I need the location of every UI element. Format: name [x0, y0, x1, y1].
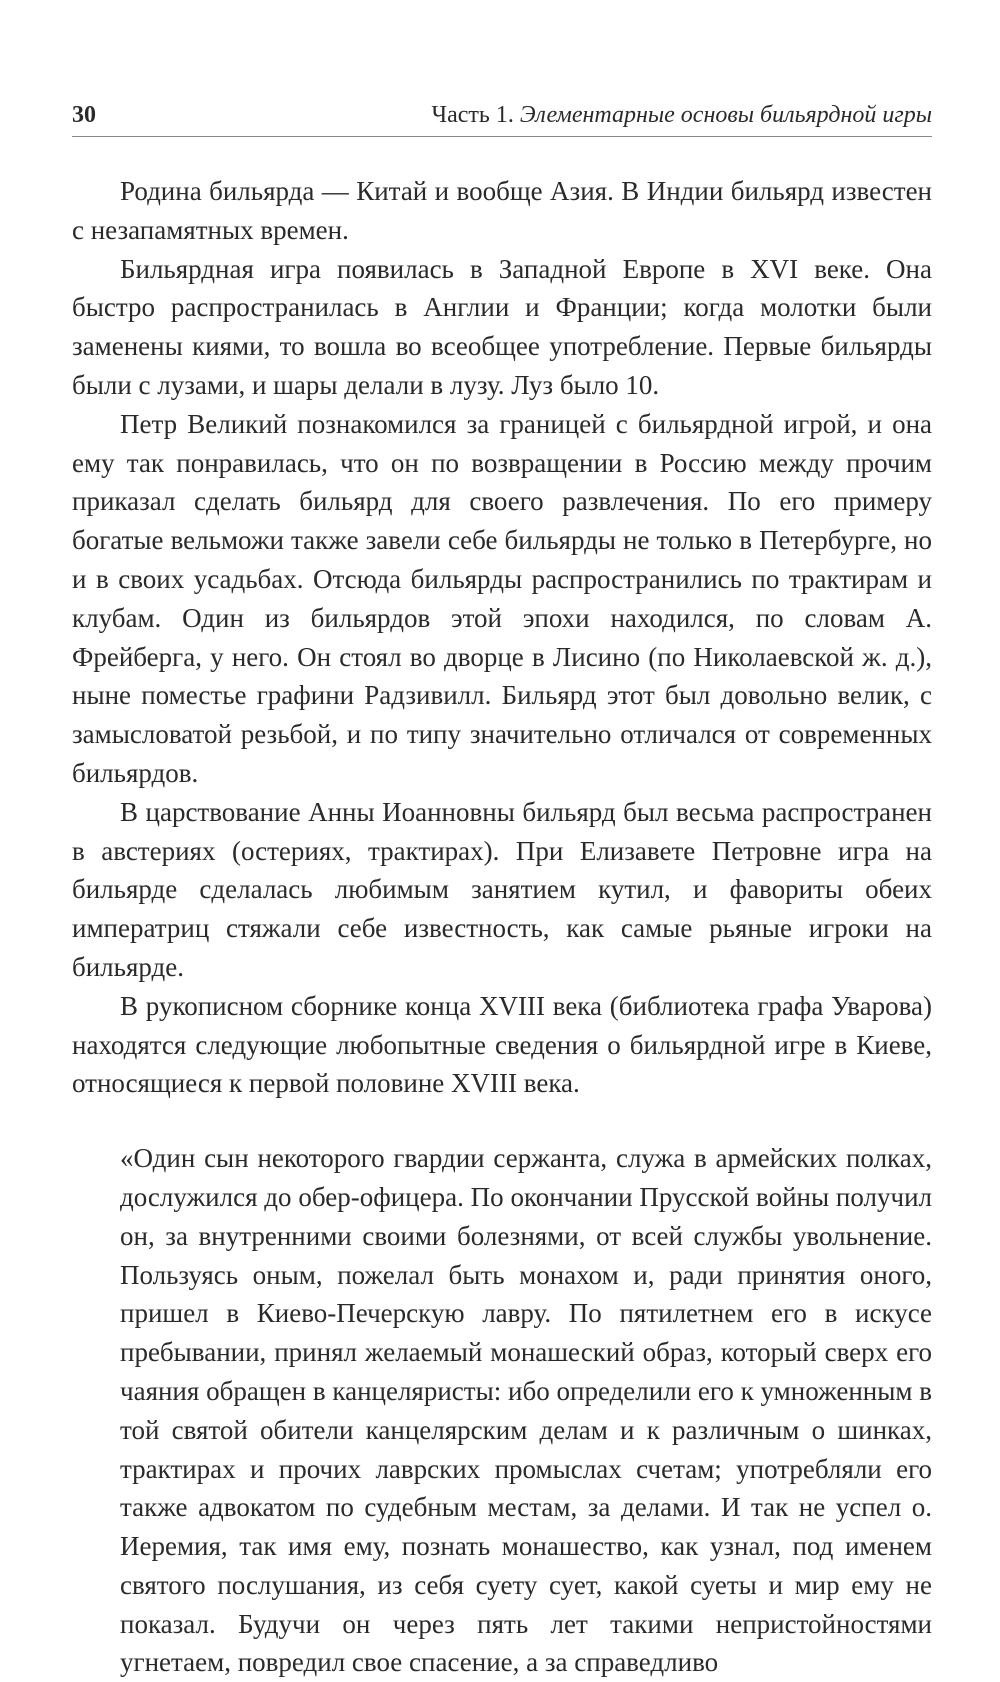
body-text	[72, 172, 932, 1682]
paragraph: Бильярдная игра появилась в Западной Европе в XVI веке. Она быстро распространилась в Англии и Франции; когда молотки были заменены киями, то вошла во всеобщее употребление. Первые бильярды были с лузами, и шары делали в лузу. Луз было 10.	[72, 253, 932, 400]
paragraph: В рукописном сборнике конца XVIII века (библиотека графа Уварова) находятся следующие любопытные сведения о бильярдной игре в Киеве, относящиеся к первой половине XVIII века.	[72, 990, 932, 1099]
section-title: Элементарные основы бильярдной игры	[519, 102, 932, 128]
paragraph: Родина бильярда — Китай и вообще Азия. В Индии бильярд известен с незапамятных времен.	[72, 176, 932, 245]
paragraph: Петр Великий познакомился за границей с бильярдной игрой, и она ему так понравилась, что он по возвращении в Россию между прочим приказал сделать бильярд для своего развлечения. По его примеру богатые вельможи также завели себе бильярды не только в Петербурге, но и в своих усадьбах. Отсюда бильярды распространились по трактирам и клубам. Один из бильярдов этой эпохи находился, по словам А. Фрейберга, у него. Он стоял во дворце в Лисино (по Николаевской ж. д.), ныне поместье графини Радзивилл. Бильярд этот был довольно велик, с замысловатой резьбой, и по типу значительно отличался от современных бильярдов.	[72, 408, 932, 788]
paragraph: В царствование Анны Иоанновны бильярд был весьма распространен в австериях (остериях, трактирах). При Елизавете Петровне игра на бильярде сделалась любимым занятием кутил, и фавориты обеих императриц стяжали себе известность, как самые рьяные игроки на бильярде.	[72, 796, 932, 982]
part-label: Часть 1.	[431, 102, 514, 128]
page-number: 30	[72, 102, 96, 128]
running-header	[72, 100, 932, 137]
running-head	[431, 100, 932, 130]
block-quote: «Один сын некоторого гвардии сержанта, служа в армейских полках, дослужился до обер-офицера. По окончании Прусской войны получил он, за внутренними своими болезнями, от всей службы увольнение. Пользуясь оным, пожелал быть монахом и, ради принятия оного, пришел в Киево-Печерскую лавру. По пятилетнем его в искусе пребывании, принял желаемый монашеский образ, который сверх его чаяния обращен в канцеляристы: ибо определили его к умноженным в той святой обители канцелярским делам и к различным о шинках, трактирах и прочих лаврских промыслах счетам; употребляли его также адвокатом по судебным местам, за делами. И так не успел о. Иеремия, так имя ему, познать монашество, как узнал, под именем святого послушания, из себя суету сует, какой суеты и мир ему не показал. Будучи он через пять лет такими непристойностями угнетаем, повредил свое спасение, а за справедливо	[120, 1143, 932, 1678]
